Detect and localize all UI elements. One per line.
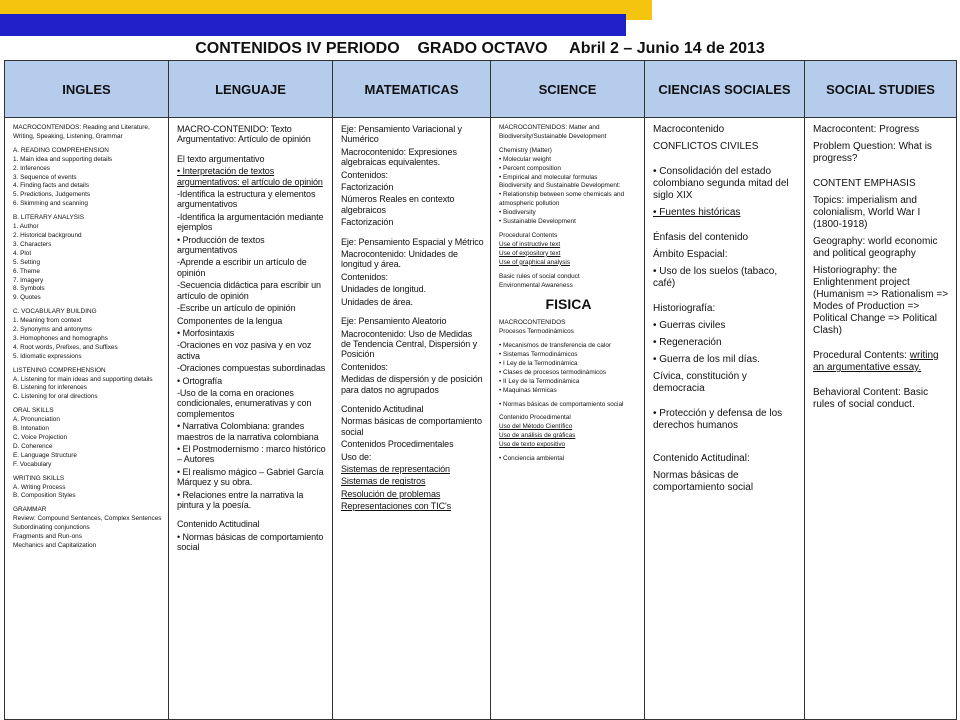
ciencias-sociales-line: Normas básicas de comportamiento social (653, 470, 754, 493)
ingles-line: B. LITERARY ANALYSIS (13, 214, 85, 222)
social-studies-line: CONTENT EMPHASIS (813, 178, 916, 189)
ingles-line: A. Pronunciation (13, 416, 60, 424)
ingles-line: 4. Finding facts and details (13, 182, 90, 190)
lenguaje-line: -Oraciones en voz pasiva y en voz activa (177, 340, 312, 361)
matematicas-line: Unidades de área. (341, 296, 413, 307)
lenguaje-line: • Narrativa Colombiana: grandes maestros de la narrativa colombiana (177, 421, 319, 442)
matematicas-line: Factorización (341, 217, 394, 228)
fisica-line: • Mecanismos de transferencia de calor (499, 342, 611, 350)
matematicas-line: Representaciones con TIC's (341, 501, 452, 512)
ingles-line: 6. Theme (13, 267, 40, 275)
header-matematicas: MATEMATICAS (333, 61, 491, 118)
ingles-line: LISTENING COMPREHENSION (13, 366, 106, 374)
lenguaje-line: Componentes de la lengua (177, 315, 283, 326)
spacer (341, 397, 484, 404)
matematicas-line: Macrocontenido: Unidades de longitud y área. (341, 249, 458, 270)
science-line: Chemistry (Matter) (499, 146, 552, 154)
ingles-line: E. Language Structure (13, 451, 77, 459)
ingles-line: D. Coherence (13, 442, 53, 450)
science-line: Basic rules of social conduct (499, 272, 580, 280)
ingles-line: Mechanics and Capitalization (13, 541, 97, 549)
cell-ciencias-sociales (645, 118, 805, 720)
fisica-line: Uso de texto expositivo (499, 441, 566, 449)
ingles-line: B. Composition Styles (13, 492, 76, 500)
fisica-line: • Maquinas térmicas (499, 386, 557, 394)
ciencias-sociales-line: • Guerra de los mil días. (653, 354, 760, 365)
science-line: • Sustainable Development (499, 218, 576, 226)
lenguaje-line: MACRO-CONTENIDO: Texto Argumentativo: Artículo de opinión (177, 124, 311, 145)
matematicas-line: Macrocontenido: Uso de Medidas de Tendencia Central, Dispersión y Posición (341, 328, 478, 360)
matematicas-line: Contenidos: (341, 361, 388, 372)
lenguaje-line: -Identifica la argumentación mediante ejemplos (177, 211, 324, 233)
fisica-line: • Conciencia ambiental (499, 455, 565, 463)
fisica-line: • Normas básicas de comportamiento social (499, 400, 624, 408)
spacer (341, 230, 484, 237)
header-social-studies: SOCIAL STUDIES (805, 61, 957, 118)
social-studies-line: Historiography: the Enlightenment project (Humanism => Rationalism => Modes of Production => Political Change => Political Clash) (813, 265, 949, 336)
lenguaje-line: El texto argumentativo (177, 153, 265, 164)
science-line: • Biodiversity (499, 209, 536, 217)
ingles-line: C. VOCABULARY BUILDING (13, 308, 97, 316)
cell-ingles (5, 118, 169, 720)
ciencias-sociales-line: • Protección y defensa de los derechos humanos (653, 408, 783, 431)
lenguaje-line: -Identifica la estructura y elementos argumentativos (177, 189, 316, 210)
ciencias-sociales-line: Énfasis del contenido (653, 232, 749, 243)
lenguaje-line: • El Postmodernismo : marco histórico – Autores (177, 443, 326, 465)
science-line: MACROCONTENIDOS: Matter and Biodiversity/Sustainable Development (499, 124, 607, 140)
lenguaje-line: • Morfosintaxis (177, 327, 235, 338)
fisica-line: Uso del Método Científico (499, 423, 573, 431)
spacer (653, 295, 798, 303)
ingles-line: 5. Setting (13, 258, 41, 266)
ingles-line: 3. Homophones and homographs (13, 334, 108, 342)
ciencias-sociales-line: • Regeneración (653, 337, 722, 348)
matematicas-line: Macrocontenido: Expresiones algebraicas equivalentes. (341, 146, 457, 168)
fisica-line: • I Ley de la Termodinámica (499, 359, 578, 367)
ingles-line: Review: Compound Sentences, Complex Sentences (13, 515, 162, 523)
science-line: • Empirical and molecular formulas (499, 173, 598, 181)
ingles-line: 2. Inferences (13, 164, 50, 172)
ingles-line: 2. Historical background (13, 231, 82, 239)
matematicas-line: Factorización (341, 182, 394, 193)
ingles-line: A. Writing Process (13, 483, 66, 491)
fisica-line: MACROCONTENIDOS (499, 319, 566, 327)
science-line: Biodiversity and Sustainable Development: (499, 182, 621, 190)
ciencias-sociales-line: • Guerras civiles (653, 320, 726, 331)
spacer (813, 342, 950, 350)
lenguaje-line: -Escribe un artículo de opinión (177, 303, 296, 314)
matematicas-line: Unidades de longitud. (341, 284, 426, 295)
spacer (341, 309, 484, 316)
science-line: • Percent composition (499, 164, 561, 172)
matematicas-line: Eje: Pensamiento Aleatorio (341, 316, 447, 327)
ingles-line: B. Intonation (13, 425, 49, 433)
matematicas-line: Números Reales en contexto algebraicos (341, 194, 455, 215)
matematicas-line: Contenidos: (341, 271, 388, 282)
ingles-line: 4. Root words, Prefixes, and Suffixes (13, 343, 118, 351)
matematicas-line: Sistemas de representación (341, 463, 450, 474)
fisica-line: • Clases de procesos termodinámicos (499, 368, 607, 376)
fisica-line: Contenido Procedimental (499, 414, 571, 422)
lenguaje-line: • Ortografía (177, 375, 222, 386)
header-science: SCIENCE (491, 61, 645, 118)
ingles-line: 3. Characters (13, 240, 52, 248)
ingles-line: 5. Idiomatic expressions (13, 352, 82, 360)
cell-social-studies (805, 118, 957, 720)
ciencias-sociales-line: • Uso de los suelos (tabaco, café) (653, 266, 778, 289)
fisica-list (499, 319, 638, 464)
fisica-line: • Sistemas Termodinámicos (499, 351, 578, 359)
ingles-line: C. Voice Projection (13, 434, 67, 441)
spacer (813, 379, 950, 387)
lenguaje-line: -Oraciones compuestas subordinadas (177, 363, 326, 374)
ingles-line: 1. Main idea and supporting details (13, 155, 113, 163)
lenguaje-line: • Producción de textos argumentativos (177, 234, 265, 256)
ingles-line: A. Listening for main ideas and supporting details (13, 375, 153, 383)
spacer (813, 170, 950, 178)
social-studies-line: Geography: world economic and political geography (813, 236, 938, 259)
matematicas-line: Medidas de dispersión y de posición para datos no agrupados (341, 374, 483, 395)
contents-table (4, 60, 957, 720)
ingles-line: GRAMMAR (13, 506, 47, 514)
ciencias-sociales-line: • Fuentes históricas (653, 207, 741, 218)
ingles-line: MACROCONTENIDOS: Reading and Literature, Writing, Speaking, Listening, Grammar (13, 124, 150, 140)
page-title: CONTENIDOS IV PERIODO GRADO OCTAVO Abril 2 – Junio 14 de 2013 (195, 40, 765, 57)
spacer (177, 512, 326, 519)
ingles-line: B. Listening for inferences (13, 384, 87, 392)
ingles-line: C. Listening for oral directions (13, 393, 98, 401)
lenguaje-line: -Secuencia didáctica para escribir un artículo de opinión (177, 280, 321, 301)
lenguaje-line: • El realismo mágico – Gabriel García Márquez y su obra. (177, 466, 324, 488)
ingles-line: ORAL SKILLS (13, 407, 54, 415)
lenguaje-line: Contenido Actitudinal (177, 519, 260, 530)
header-ingles: INGLES (5, 61, 169, 118)
lenguaje-line: • Normas básicas de comportamiento social (177, 531, 324, 553)
ingles-line: 8. Symbols (13, 285, 45, 293)
spacer (177, 147, 326, 154)
lenguaje-line: • Interpretación de textos argumentativos: el artículo de opinión (177, 166, 323, 187)
ciencias-sociales-line: Contenido Actitudinal: (653, 453, 750, 464)
header-row (5, 61, 957, 118)
science-line: Environmental Awareness (499, 281, 573, 289)
matematicas-line: Contenidos Procedimentales (341, 439, 454, 450)
spacer (653, 400, 798, 408)
matematicas-line: Resolución de problemas (341, 488, 441, 499)
cell-science (491, 118, 645, 720)
ingles-line: Fragments and Run-ons (13, 533, 82, 541)
ciencias-sociales-line: CONFLICTOS CIVILES (653, 141, 759, 152)
ingles-line: 6. Skimming and scanning (13, 200, 88, 208)
cell-lenguaje (169, 118, 333, 720)
top-blue-bar (0, 14, 626, 36)
ingles-line: Subordinating conjunctions (13, 524, 90, 532)
lenguaje-line: -Uso de la coma en oraciones condicionales, enumerativas y con complementos (177, 387, 312, 419)
ingles-line: 1. Author (13, 223, 39, 231)
ingles-line: F. Vocabulary (13, 460, 52, 468)
spacer (653, 437, 798, 445)
matematicas-line: Contenidos: (341, 169, 388, 180)
lenguaje-line: • Relaciones entre la narrativa la pintura y la poesía. (177, 489, 304, 510)
matematicas-line: Eje: Pensamiento Espacial y Métrico (341, 236, 484, 247)
fisica-line: • II Ley de la Termodinámica (499, 377, 580, 385)
science-line: Use of instructive text (499, 240, 561, 248)
spacer (653, 224, 798, 232)
social-studies-line: Behavioral Content: Basic rules of social conduct. (813, 387, 929, 410)
content-row (5, 118, 957, 720)
ingles-line: 9. Quotes (13, 294, 41, 302)
ciencias-sociales-line: Cívica, constitución y democracia (653, 371, 747, 394)
ciencias-sociales-line: Ámbito Espacial: (653, 249, 728, 260)
ingles-line: 4. Plot (13, 249, 32, 257)
matematicas-line: Contenido Actitudinal (341, 403, 424, 414)
matematicas-line: Uso de: (341, 451, 372, 462)
science-line: Use of graphical analysis (499, 258, 571, 266)
header-ciencias-sociales: CIENCIAS SOCIALES (645, 61, 805, 118)
header-lenguaje: LENGUAJE (169, 61, 333, 118)
ingles-line: 2. Synonyms and antonyms (13, 326, 92, 334)
matematicas-line: Normas básicas de comportamiento social (341, 416, 482, 437)
social-studies-line: Procedural Contents: writing an argumentative essay. (813, 350, 939, 373)
ingles-line: WRITING SKILLS (13, 474, 65, 482)
ciencias-sociales-line: • Consolidación del estado colombiano segunda mitad del siglo XIX (653, 166, 789, 201)
lenguaje-line: -Aprende a escribir un artículo de opinión (177, 257, 307, 278)
ingles-line: 1. Meaning from context (13, 317, 82, 325)
cell-matematicas (333, 118, 491, 720)
social-studies-line: Problem Question: What is progress? (813, 141, 932, 164)
science-line: Use of expository text (499, 249, 561, 257)
ciencias-sociales-line: Historiografía: (653, 303, 716, 314)
science-line: • Molecular weight (499, 155, 551, 163)
social-studies-line: Topics: imperialism and colonialism, World War I (1800-1918) (813, 195, 921, 230)
science-line: • Relationship between some chemicals and atmospheric pollution (499, 191, 625, 208)
social-studies-line: Macrocontent: Progress (813, 124, 920, 135)
science-line: Procedural Contents (499, 231, 558, 239)
ciencias-sociales-line: Macrocontenido (653, 124, 725, 135)
spacer (653, 158, 798, 166)
ingles-line: A. READING COMPREHENSION (13, 146, 109, 154)
science-list (499, 124, 638, 290)
matematicas-line: Sistemas de registros (341, 476, 426, 487)
ingles-line: 5. Predictions, Judgements (13, 191, 91, 199)
fisica-line: Procesos Termodinámicos (499, 328, 574, 336)
fisica-heading: FISICA (545, 296, 592, 313)
spacer (653, 445, 798, 453)
ingles-line: 7. Imagery (13, 276, 44, 284)
fisica-line: Uso de análisis de gráficas (499, 432, 576, 440)
matematicas-line: Eje: Pensamiento Variacional y Numérico (341, 124, 462, 145)
ingles-line: 3. Sequence of events (13, 173, 77, 181)
